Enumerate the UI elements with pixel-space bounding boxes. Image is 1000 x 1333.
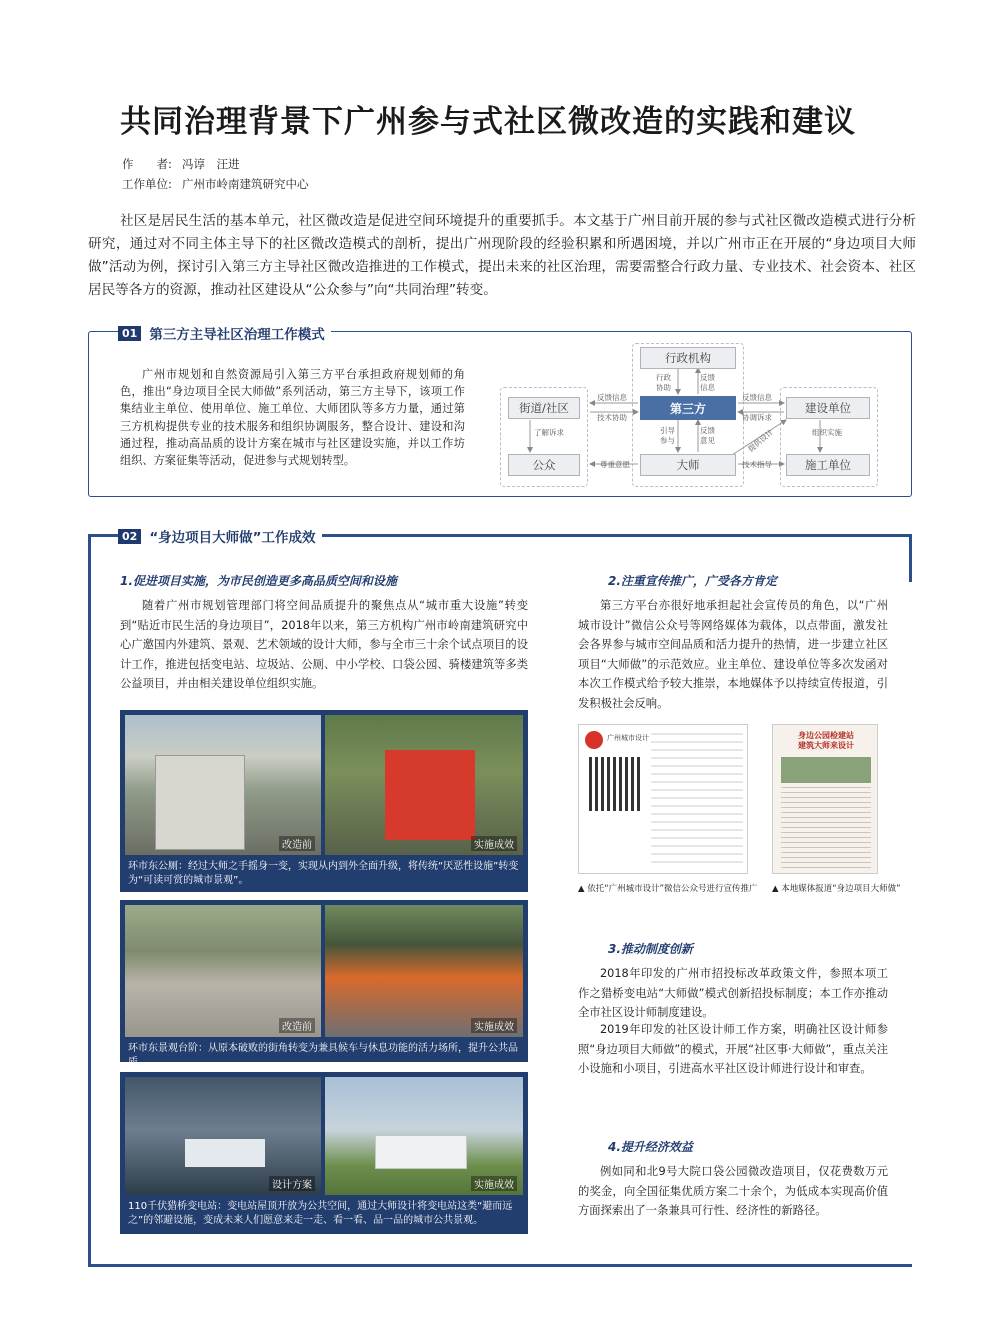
wechat-screenshot bbox=[578, 724, 748, 874]
label-design: 提供设计 bbox=[746, 427, 776, 454]
subsection4-text: 例如同和北9号大院口袋公园微改造项目，仅花费数万元的奖金，向全国征集优质方案二十余个，为低成本实现高价值方面探索出了一条兼具可行性、经济性的新路径。 bbox=[578, 1165, 888, 1217]
node-master: 大师 bbox=[640, 454, 736, 476]
photo-steps-before bbox=[125, 905, 321, 1037]
photo-substation-design bbox=[125, 1077, 321, 1195]
label-organize: 组织实施 bbox=[812, 428, 842, 437]
subsection3-title: 3.推动制度创新 bbox=[608, 942, 693, 956]
label-respect: 尊重意愿 bbox=[600, 460, 630, 469]
subsection4-title: 4.提升经济效益 bbox=[608, 1140, 693, 1154]
tag-before: 改造前 bbox=[279, 836, 315, 851]
unit-value: 广州市岭南建筑研究中心 bbox=[182, 177, 309, 191]
unit-line bbox=[122, 176, 309, 192]
subsection2-title: 2.注重宣传推广，广受各方肯定 bbox=[608, 574, 777, 588]
caption-toilet: 环市东公厕：经过大师之手摇身一变，实现从内到外全面升级，将传统“厌恶性设施”转变为“可读可赏的城市景观”。 bbox=[128, 861, 519, 886]
photo-panel-toilet bbox=[120, 710, 528, 892]
abstract: 社区是居民生活的基本单元，社区微改造是促进空间环境提升的重要抓手。本文基于广州目前开展的参与式社区微改造模式进行分析研究，通过对不同主体主导下的社区微改造模式的剖析，提出广州现阶段的经验积累和所遇困境，并以广州市正在开展的“身边项目大师做”活动为例，探讨引入第三方主导社区微改造推进的工作模式，提出未来的社区治理，需要需整合行政力量、专业技术、社会资本、社区居民等各方的资源，推动社区建设从“公众参与”向“共同治理”转变。 bbox=[88, 213, 916, 298]
newspaper-headline: 身边公园检建站 建筑大师来设计 bbox=[798, 731, 854, 750]
section1-heading bbox=[118, 323, 331, 343]
label-street-feedback: 反馈信息 bbox=[597, 393, 627, 402]
node-admin: 行政机构 bbox=[640, 347, 736, 369]
label-admin-assist: 行政 协助 bbox=[656, 373, 671, 392]
section2-heading bbox=[118, 526, 322, 546]
newspaper-text bbox=[781, 787, 871, 869]
photo-toilet-after bbox=[325, 715, 523, 855]
wechat-caption: ▲ 依托“广州城市设计”微信公众号进行宣传推广 bbox=[578, 884, 758, 894]
section2-title: “身边项目大师做”工作成效 bbox=[149, 530, 316, 546]
section2-right-border bbox=[909, 534, 912, 582]
node-public: 公众 bbox=[508, 454, 580, 476]
subsection1-title: 1.促进项目实施，为市民创造更多高品质空间和设施 bbox=[120, 574, 397, 588]
node-builder: 建设单位 bbox=[786, 397, 870, 419]
photo-panel-steps bbox=[120, 900, 528, 1068]
author-value: 冯谆 汪进 bbox=[182, 157, 240, 171]
tag-before: 改造前 bbox=[279, 1018, 315, 1033]
section1-title: 第三方主导社区治理工作模式 bbox=[149, 327, 325, 343]
subsection3-text1: 2018年印发的广州市招投标改革政策文件，参照本项工作之猎桥变电站“大师做”模式创新招投标制度；本工作亦推动全市社区设计师制度建设。 bbox=[578, 967, 888, 1019]
photo-substation-after bbox=[325, 1077, 523, 1195]
wechat-logo-icon bbox=[585, 731, 603, 749]
node-construct: 施工单位 bbox=[786, 454, 870, 476]
author-label: 作 者: bbox=[122, 157, 172, 171]
wechat-account-name: 广州城市设计 bbox=[607, 734, 649, 742]
tag-design: 设计方案 bbox=[269, 1176, 315, 1191]
photo-steps-after bbox=[325, 905, 523, 1037]
label-builder-feedback: 反馈信息 bbox=[742, 393, 772, 402]
section1-number: 01 bbox=[118, 326, 141, 341]
red-building-shape bbox=[385, 750, 475, 840]
label-master-guide: 引导 参与 bbox=[660, 426, 675, 445]
section2-left-border bbox=[88, 534, 91, 1266]
label-admin-feedback: 反馈 信息 bbox=[700, 373, 715, 392]
section1-text: 广州市规划和自然资源局引入第三方平台承担政府规划师的角色，推出“身边项目全民大师做”系列活动，第三方主导下，该项工作集结业主单位、使用单位、施工单位、大师团队等多方力量，通过第三方机构提供专业的技术服务和组织协调服务，整合设计、建设和沟通过程，推动高品质的设计方案在城市与社区建设实施，并以工作坊组织、方案征集等活动，促进参与式规划转型。 bbox=[120, 368, 465, 468]
section2-number: 02 bbox=[118, 529, 141, 544]
page-title: 共同治理背景下广州参与式社区微改造的实践和建议 bbox=[120, 104, 856, 140]
subsection3-text2: 2019年印发的社区设计师工作方案，明确社区设计师参照“身边项目大师做”的模式，开展“社区事·大师做”，重点关注小设施和小项目，引进高水平社区设计师进行设计和审查。 bbox=[578, 1023, 888, 1075]
substation-render-shape bbox=[185, 1139, 265, 1167]
caption-steps: 环市东景观台阶：从原本破败的街角转变为兼具候车与休息功能的活力场所，提升公共品质。 bbox=[128, 1043, 518, 1068]
article-list bbox=[651, 733, 743, 869]
newspaper-caption: ▲ 本地媒体报道“身边项目大师做” bbox=[772, 884, 901, 894]
label-builder-coord: 协调诉求 bbox=[742, 413, 772, 422]
label-tech-guide: 技术指导 bbox=[742, 460, 772, 469]
photo-toilet-before bbox=[125, 715, 321, 855]
substation-building-shape bbox=[375, 1135, 467, 1169]
newspaper-clipping bbox=[772, 724, 878, 874]
label-street-tech: 技术协助 bbox=[597, 413, 627, 422]
tag-after: 实施成效 bbox=[471, 1018, 517, 1033]
building-shape bbox=[155, 755, 245, 850]
node-third-party: 第三方 bbox=[640, 396, 736, 420]
caption-substation: 110千伏猎桥变电站：变电站屋顶开放为公共空间，通过大师设计将变电站这类“避而远之”的邻避设施，变成未来人们愿意来走一走、看一看、品一品的城市公共景观。 bbox=[128, 1201, 513, 1226]
newspaper-photo bbox=[781, 757, 871, 783]
qr-code-icon bbox=[589, 757, 643, 811]
subsection2-text: 第三方平台亦很好地承担起社会宣传员的角色，以“广州城市设计”微信公众号等网络媒体为载体，以点带面，激发社会各界参与城市空间品质和活力提升的热情，进一步建立社区项目“大师做”的示范效应。业主单位、建设单位等多次发函对本次工作模式给予较大推崇，本地媒体予以持续宣传报道，引发积极社会反响。 bbox=[578, 599, 888, 710]
tag-after: 实施成效 bbox=[471, 836, 517, 851]
tag-after: 实施成效 bbox=[471, 1176, 517, 1191]
unit-label: 工作单位: bbox=[122, 177, 172, 191]
author-line bbox=[122, 156, 240, 172]
label-master-opinion: 反馈 意见 bbox=[700, 426, 715, 445]
subsection1-text: 随着广州市规划管理部门将空间品质提升的聚焦点从“城市重大设施”转变到“贴近市民生活的身边项目”，2018年以来，第三方机构广州市岭南建筑研究中心广邀国内外建筑、景观、艺术领域的设计大师，参与全市三十余个试点项目的设计工作，推进包括变电站、垃圾站、公厕、中小学校、口袋公园、骑楼建筑等多类公益项目，并由相关建设单位组织实施。 bbox=[120, 599, 528, 690]
section2-bottom-border bbox=[88, 1264, 912, 1267]
photo-panel-substation bbox=[120, 1072, 528, 1234]
node-street: 街道/社区 bbox=[508, 397, 580, 419]
label-street-public: 了解诉求 bbox=[534, 428, 564, 437]
